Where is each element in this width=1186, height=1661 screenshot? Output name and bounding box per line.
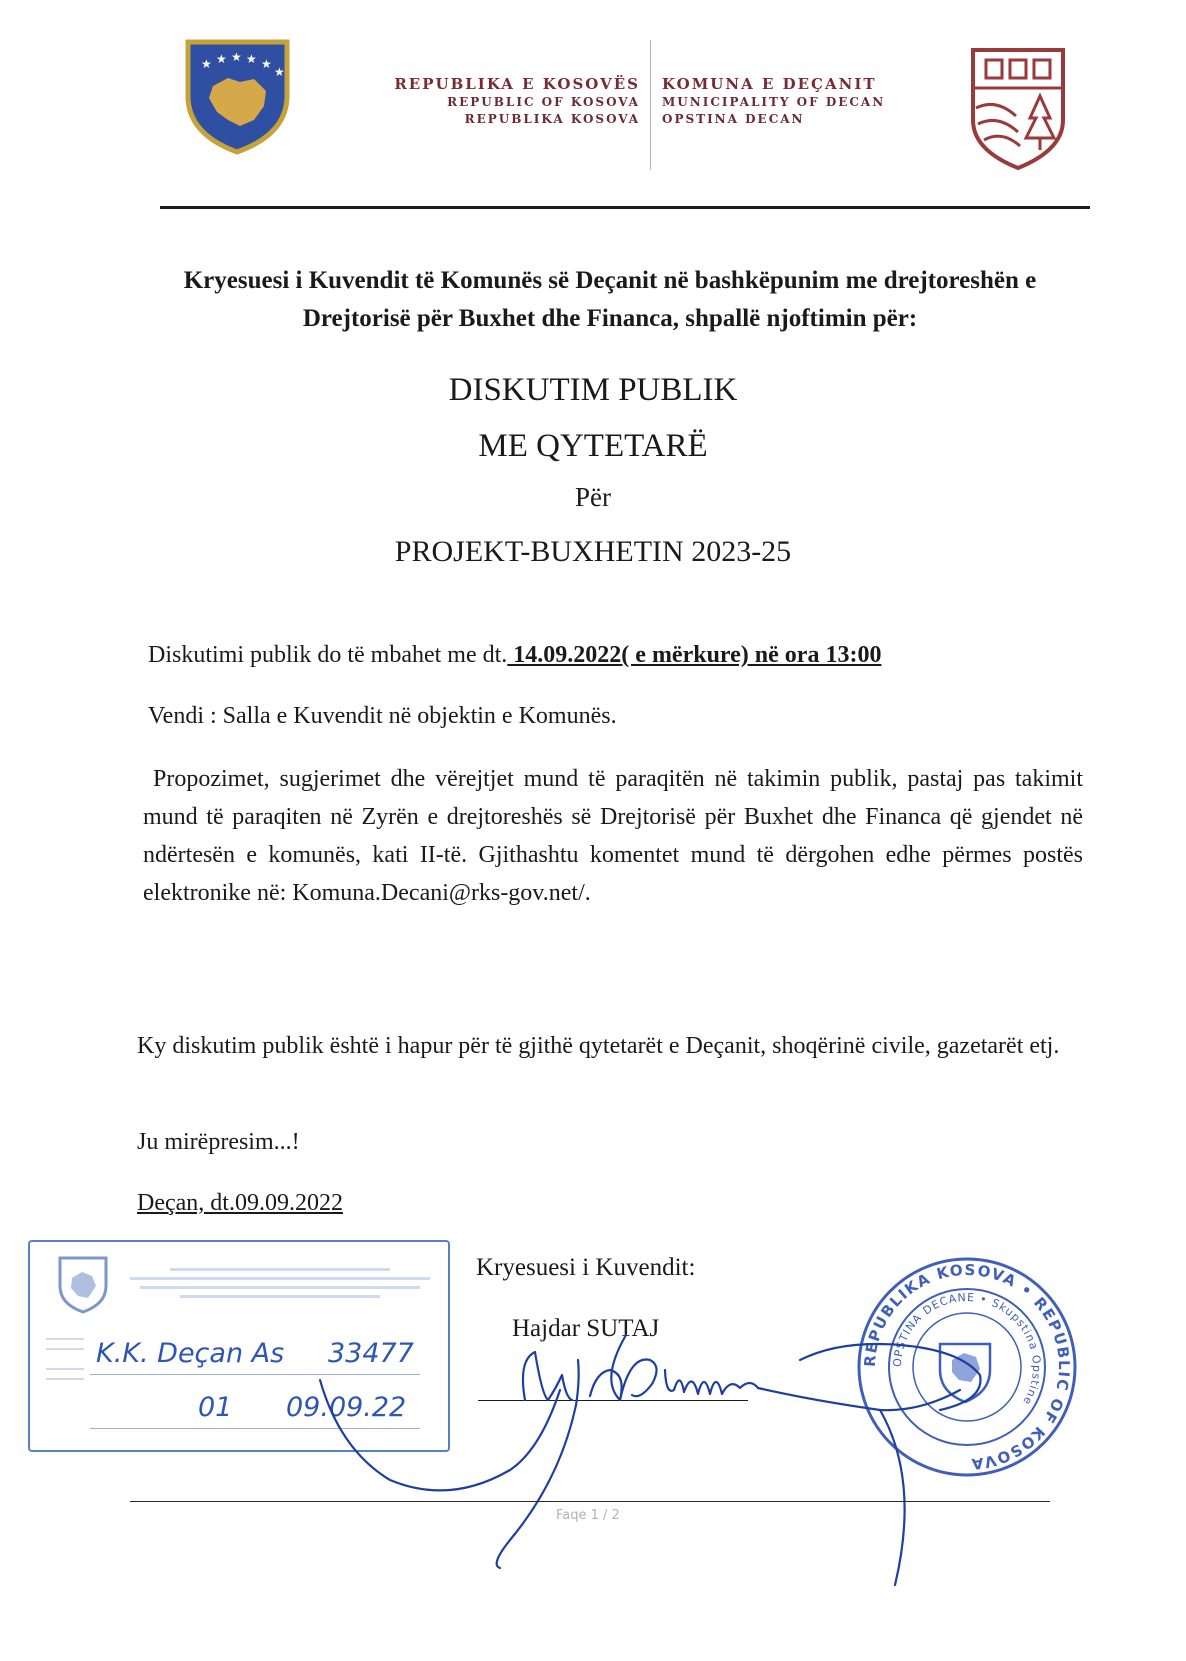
header-municipality <box>662 74 962 128</box>
title-line-2: ME QYTETARË <box>478 428 708 464</box>
header-municipality-sr: OPSTINA DECAN <box>662 112 805 126</box>
decan-emblem <box>968 46 1068 172</box>
title-line-4: PROJEKT-BUXHETIN 2023-25 <box>394 535 792 568</box>
open-paragraph: Ky diskutim publik është i hapur për të gjithë qytetarët e Deçanit, shoqërinë civile, gazetarët etj. <box>137 1033 1060 1059</box>
stamp-number: 33477 <box>328 1338 414 1369</box>
header-divider <box>650 40 651 170</box>
page-number: Faqe 1 / 2 <box>556 1508 620 1523</box>
place-date: Deçan, dt.09.09.2022 <box>137 1190 343 1216</box>
title-line-1: DISKUTIM PUBLIK <box>448 372 738 408</box>
svg-text:★: ★ <box>246 52 257 66</box>
header-municipality-sq: KOMUNA E DEÇANIT <box>662 75 877 93</box>
svg-text:★: ★ <box>231 50 242 64</box>
date-paragraph <box>148 636 1108 674</box>
header-rule <box>160 206 1090 209</box>
stamp-faint-labels <box>42 1330 88 1420</box>
title-line-3: Për <box>575 482 611 512</box>
seal-outer-text: REPUBLIKA KOSOVA • REPUBLIC OF KOSOVA <box>860 1260 1074 1474</box>
stamp-office: K.K. Deçan As <box>96 1338 285 1369</box>
stamp-emblem-icon <box>56 1254 110 1314</box>
svg-text:★: ★ <box>261 57 272 71</box>
date-prefix: Diskutimi publik do të mbahet me dt. <box>148 642 508 668</box>
seal-inner-text: OPSTINA DECANE • Skupstina Opstine <box>890 1290 1044 1408</box>
proposals-paragraph: Propozimet, sugjerimet dhe vërejtjet mund të paraqitën në takimin publik, pastaj pas takimit mund të paraqiten në Zyrën e drejtoreshës së Drejtorisë për Buxhet dhe Financa që gjendet në ndërtesën e komunës, kati II-të. Gjithashtu komentet mund të dërgohen edhe përmes postës elektronike në: Komuna.Decani@rks-gov.net/. <box>143 766 1083 906</box>
stamp-date: 09.09.22 <box>286 1392 407 1423</box>
header-country <box>330 74 640 128</box>
svg-text:★: ★ <box>201 57 212 71</box>
chair-name: Hajdar SUTAJ <box>512 1315 660 1342</box>
welcome-text: Ju mirëpresim...! <box>137 1129 300 1155</box>
svg-text:★: ★ <box>274 65 285 79</box>
chair-title: Kryesuesi i Kuvendit: <box>476 1254 696 1281</box>
header-municipality-en: MUNICIPALITY OF DECAN <box>662 95 886 109</box>
footer-rule <box>130 1501 1050 1502</box>
date-value: 14.09.2022( e mërkure) në ora 13:00 <box>507 642 882 668</box>
header-country-sq: REPUBLIKA E KOSOVËS <box>394 75 640 93</box>
handwritten-signature <box>280 1300 1040 1590</box>
header-country-sr: REPUBLIKA KOSOVA <box>464 112 640 126</box>
stamp-code: 01 <box>198 1392 233 1423</box>
header-country-en: REPUBLIC OF KOSOVA <box>447 95 640 109</box>
intro-paragraph: Kryesuesi i Kuvendit të Komunës së Deçanit në bashkëpunim me drejtoreshën e Drejtorisë për Buxhet dhe Financa, shpallë njoftimin për: <box>183 267 1037 332</box>
kosovo-emblem <box>180 34 295 156</box>
place-paragraph: Vendi : Salla e Kuvendit në objektin e Komunës. <box>148 703 617 729</box>
svg-text:★: ★ <box>216 52 227 66</box>
